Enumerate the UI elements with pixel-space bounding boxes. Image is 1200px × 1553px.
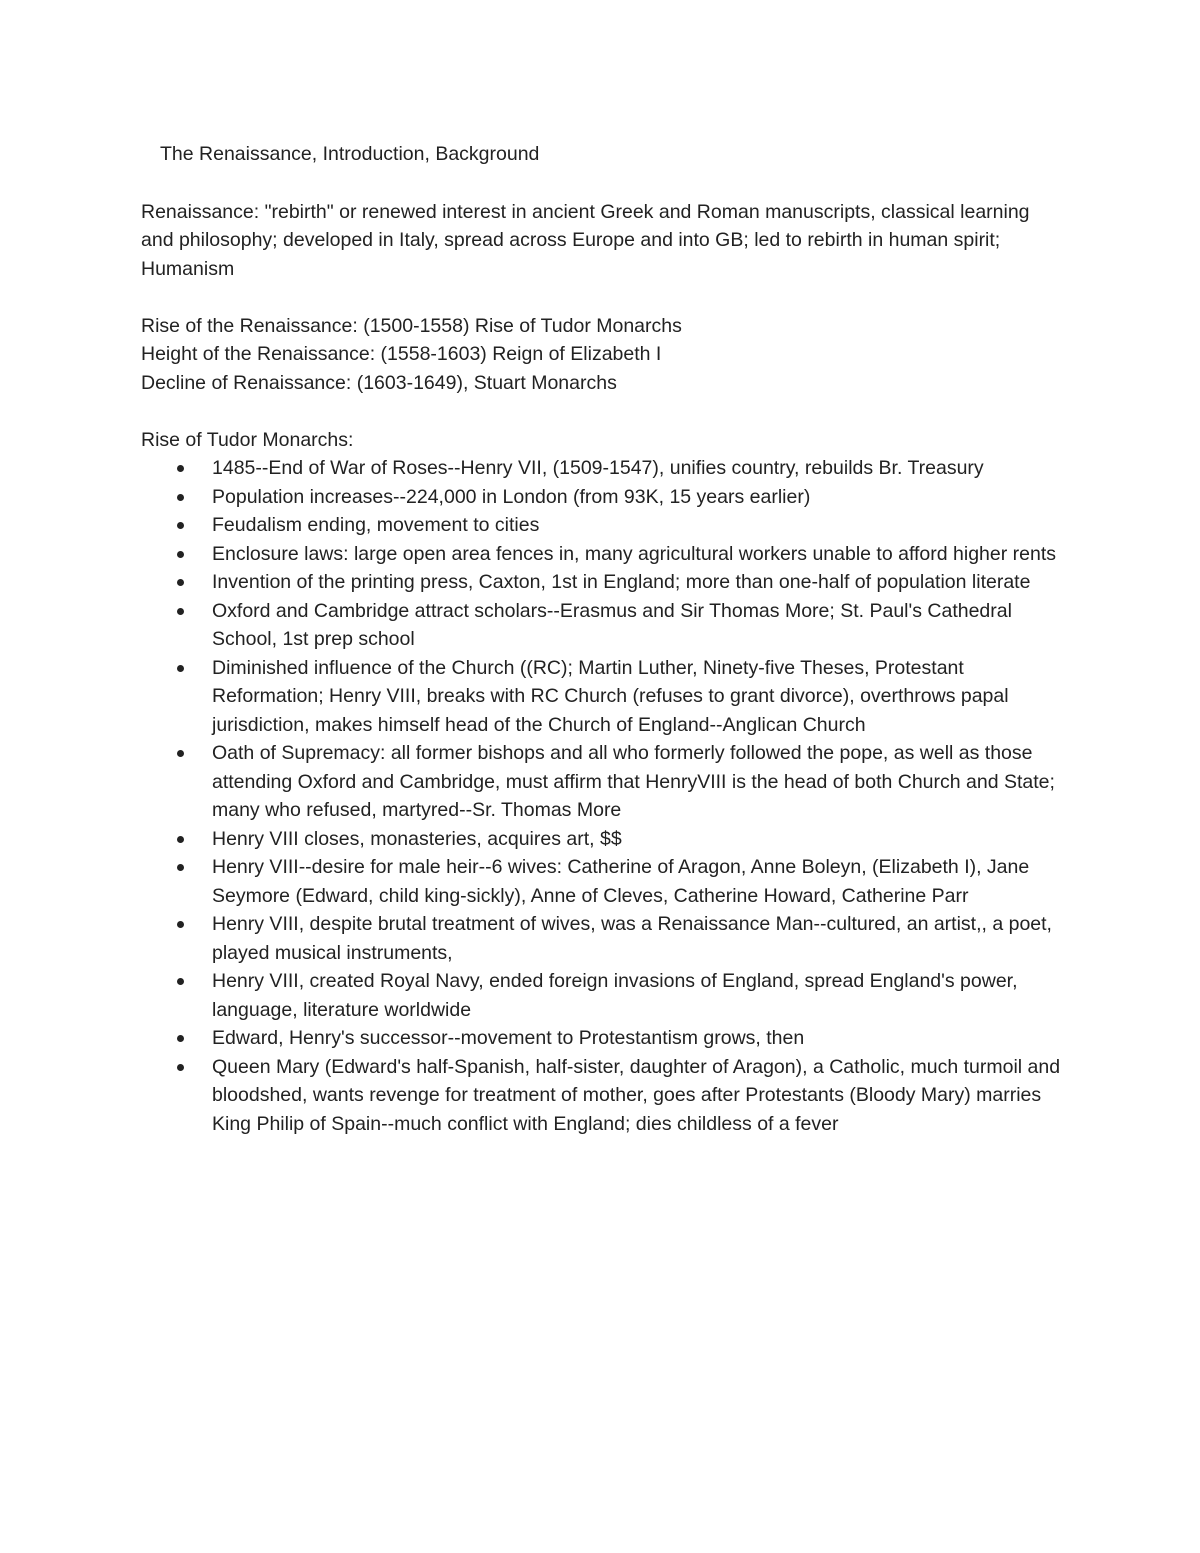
list-item: Population increases--224,000 in London (from 93K, 15 years earlier) [212, 483, 1066, 512]
list-item: Henry VIII--desire for male heir--6 wives: Catherine of Aragon, Anne Boleyn, (Elizabeth I), Jane Seymore (Edward, child king-sickly), Anne of Cleves, Catherine Howard, Catherine Parr [212, 853, 1066, 910]
tudor-bullet-list [141, 454, 1066, 1138]
list-item: Invention of the printing press, Caxton, 1st in England; more than one-half of population literate [212, 568, 1066, 597]
list-item: Henry VIII closes, monasteries, acquires art, $$ [212, 825, 1066, 854]
period-height: Height of the Renaissance: (1558-1603) Reign of Elizabeth I [141, 343, 662, 365]
list-item: Oxford and Cambridge attract scholars--Erasmus and Sir Thomas More; St. Paul's Cathedral School, 1st prep school [212, 597, 1066, 654]
tudor-heading: Rise of Tudor Monarchs: [141, 428, 354, 451]
list-item: Edward, Henry's successor--movement to Protestantism grows, then [212, 1024, 1066, 1053]
spacer [141, 397, 1066, 426]
list-item: Queen Mary (Edward's half-Spanish, half-sister, daughter of Aragon), a Catholic, much turmoil and bloodshed, wants revenge for treatment of mother, goes after Protestants (Bloody Mary) marries King Philip of Spain--much conflict with England; dies childless of a fever [212, 1053, 1066, 1139]
list-item: 1485--End of War of Roses--Henry VII, (1509-1547), unifies country, rebuilds Br. Treasury [212, 454, 1066, 483]
list-item: Feudalism ending, movement to cities [212, 511, 1066, 540]
period-decline: Decline of Renaissance: (1603-1649), Stuart Monarchs [141, 371, 617, 394]
document-title: The Renaissance, Introduction, Background [160, 143, 540, 165]
period-rise: Rise of the Renaissance: (1500-1558) Rise of Tudor Monarchs [141, 314, 682, 337]
list-item: Diminished influence of the Church ((RC); Martin Luther, Ninety-five Theses, Protestant Reformation; Henry VIII, breaks with RC Church (refuses to grant divorce), overthrows papal jurisdiction, makes himself head of the Church of England--Anglican Church [212, 654, 1066, 740]
list-item: Henry VIII, despite brutal treatment of wives, was a Renaissance Man--cultured, an artist,, a poet, played musical instruments, [212, 910, 1066, 967]
list-item: Oath of Supremacy: all former bishops and all who formerly followed the pope, as well as those attending Oxford and Cambridge, must affirm that HenryVIII is the head of both Church and State; many who refused, martyred--Sr. Thomas More [212, 739, 1066, 825]
renaissance-definition: Renaissance: "rebirth" or renewed interest in ancient Greek and Roman manuscripts, classical learning and philosophy; developed in Italy, spread across Europe and into GB; led to rebirth in human spirit; Humanism [141, 200, 1030, 280]
document-body [141, 140, 1066, 1138]
list-item: Henry VIII, created Royal Navy, ended foreign invasions of England, spread England's power, language, literature worldwide [212, 967, 1066, 1024]
list-item: Enclosure laws: large open area fences in, many agricultural workers unable to afford higher rents [212, 540, 1066, 569]
spacer [141, 283, 1066, 312]
